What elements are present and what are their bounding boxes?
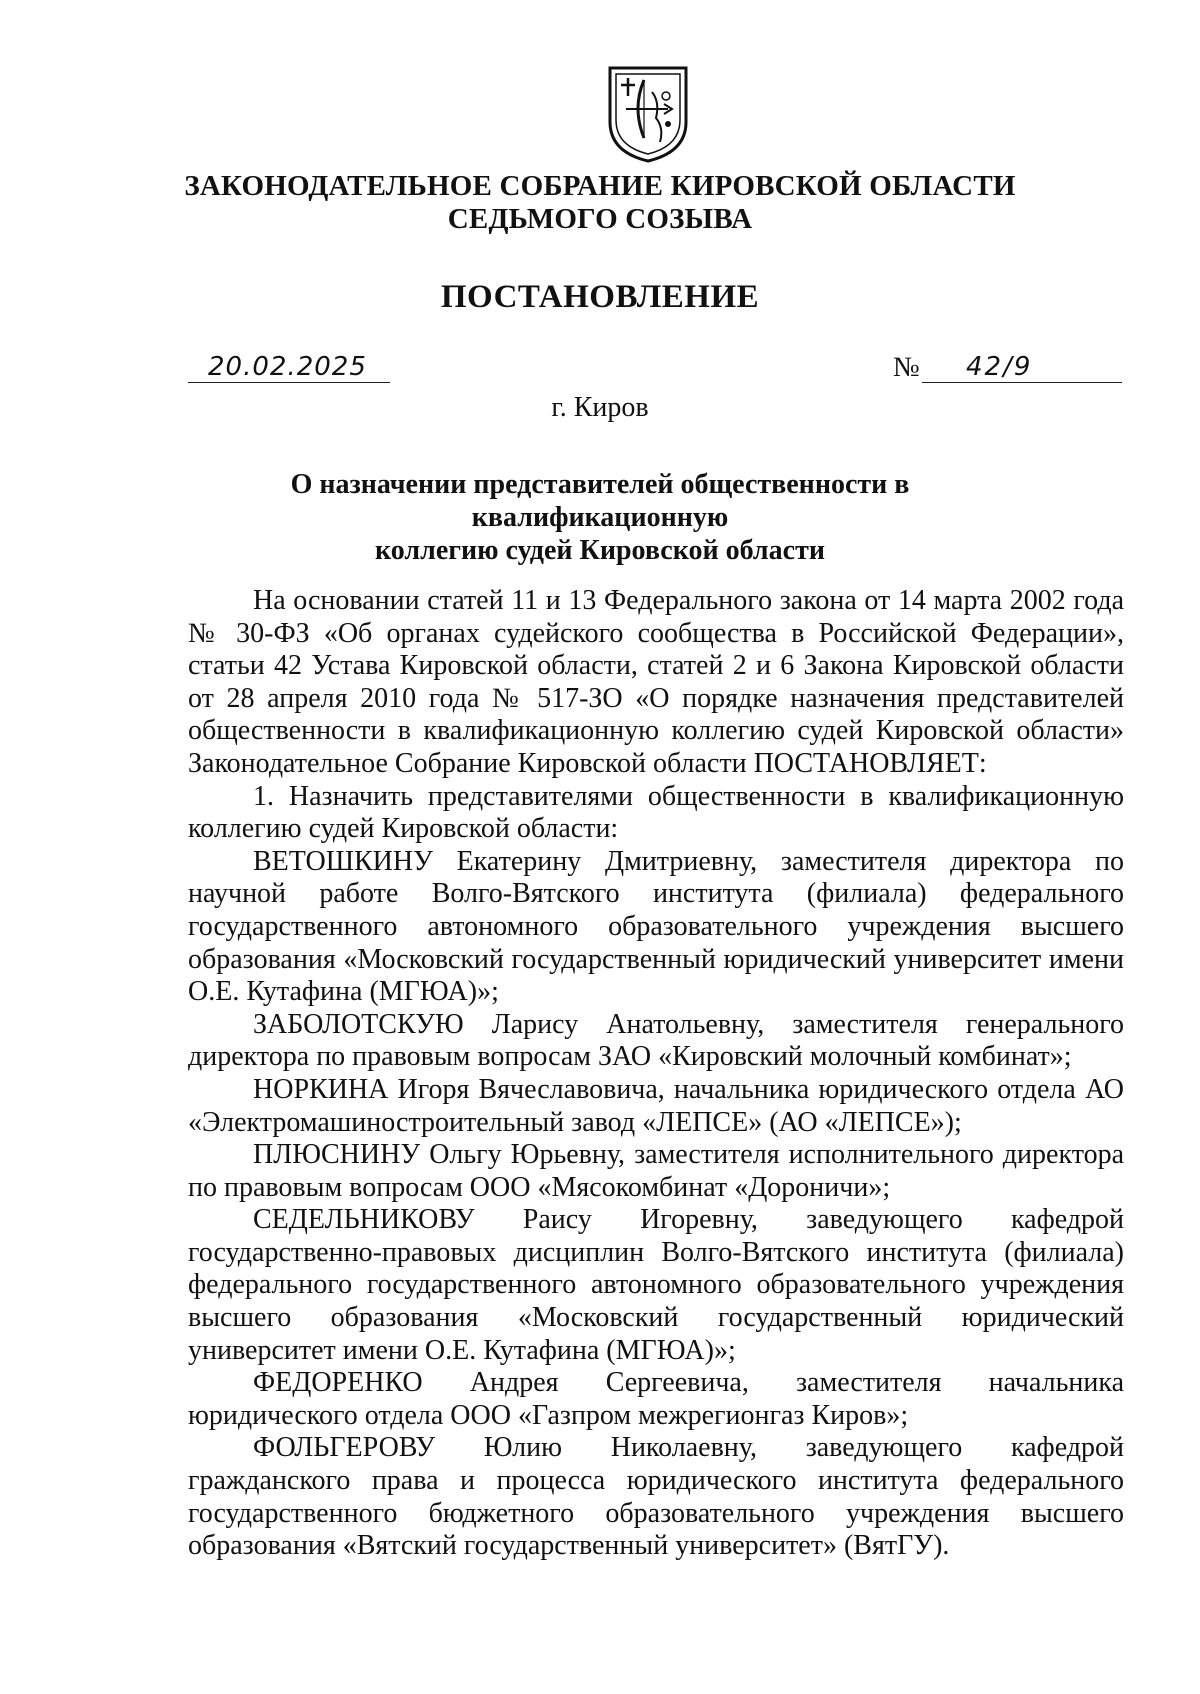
number-value: 42/9 xyxy=(966,352,1033,382)
item-1: 1. Назначить представителями общественности в квалификационную коллегию судей Кировской области: xyxy=(188,780,1124,845)
date-value: 20.02.2025 xyxy=(208,352,367,382)
appointee-paragraph: ВЕТОШКИНУ Екатерину Дмитриевну, заместителя директора по научной работе Волго-Вятского института (филиала) федерального государственного автономного образовательного учреждения высшего образования «Московский государственный юридический университет имени О.Е. Кутафина (МГЮА)»; xyxy=(188,845,1124,1008)
appointee-paragraph: ЗАБОЛОТСКУЮ Ларису Анатольевну, заместителя генерального директора по правовым вопросам ЗАО «Кировский молочный комбинат»; xyxy=(188,1008,1124,1073)
city: г. Киров xyxy=(551,392,649,423)
convocation: СЕДЬМОГО СОЗЫВА xyxy=(447,203,753,235)
appointee-paragraph: НОРКИНА Игоря Вячеславовича, начальника юридического отдела АО «Электромашиностроительный завод «ЛЕПСЕ» (АО «ЛЕПСЕ»); xyxy=(188,1073,1124,1138)
organization-name: ЗАКОНОДАТЕЛЬНОЕ СОБРАНИЕ КИРОВСКОЙ ОБЛАСТИ xyxy=(184,170,1016,202)
appointee-paragraph: СЕДЕЛЬНИКОВУ Раису Игоревну, заведующего кафедрой государственно-правовых дисциплин Волго-Вятского института (филиала) федерального государственного автономного образовательного учреждения высшего образования «Московский государственный юридический университет имени О.Е. Кутафина (МГЮА)»; xyxy=(188,1204,1124,1366)
document-subject xyxy=(180,468,1020,567)
document-date xyxy=(188,352,390,383)
appointee-paragraph: ФОЛЬГЕРОВУ Юлию Николаевну, заведующего кафедрой гражданского права и процесса юридического института федерального государственного бюджетного образовательного учреждения высшего образования «Вятский государственный университет» (ВятГУ). xyxy=(188,1432,1124,1562)
document-number xyxy=(922,352,1122,383)
appointee-paragraph: ФЕДОРЕНКО Андрея Сергеевича, заместителя начальника юридического отдела ООО «Газпром межрегионгаз Киров»; xyxy=(188,1367,1124,1431)
subject-line-2: коллегию судей Кировской области xyxy=(375,535,825,566)
coat-of-arms-icon xyxy=(604,62,692,164)
preamble: На основании статей 11 и 13 Федерального закона от 14 марта 2002 года № 30-ФЗ «Об органах судейского сообщества в Российской Федерации», статьи 42 Устава Кировской области, статей 2 и 6 Закона Кировской области от 28 апреля 2010 года № 517-ЗО «О порядке назначения представителей общественности в квалификационную коллегию судей Кировской области» Законодательное Собрание Кировской области ПОСТАНОВЛЯЕТ: xyxy=(188,585,1124,779)
document-body xyxy=(188,585,1124,1563)
appointee-paragraph: ПЛЮСНИНУ Ольгу Юрьевну, заместителя исполнительного директора по правовым вопросам ООО «Мясокомбинат «Дороничи»; xyxy=(188,1139,1124,1203)
document-type: ПОСТАНОВЛЕНИЕ xyxy=(440,279,760,315)
number-label: № xyxy=(893,352,920,383)
subject-line-1: О назначении представителей общественности в квалификационную xyxy=(290,469,910,533)
organization-title xyxy=(0,170,1200,236)
